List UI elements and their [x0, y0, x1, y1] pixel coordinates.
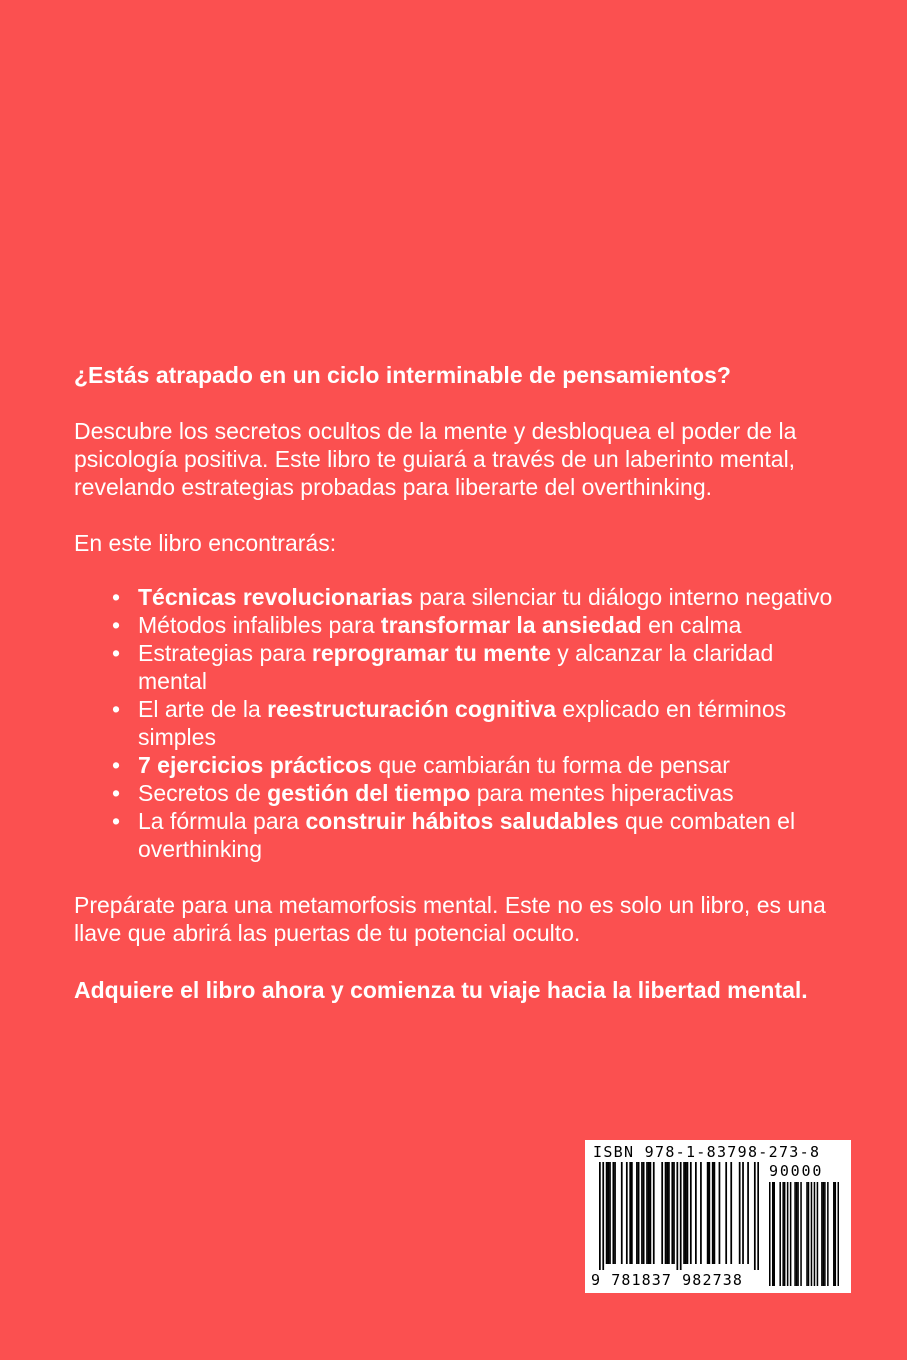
- price-code: 90000: [769, 1162, 824, 1180]
- barcode-bar: [614, 1162, 616, 1264]
- barcode-bar: [636, 1162, 638, 1264]
- feature-list: [74, 583, 844, 863]
- addon-bar: [790, 1182, 792, 1286]
- isbn-barcode: [585, 1140, 851, 1293]
- barcode-bar: [708, 1162, 710, 1264]
- bullet-icon: •: [112, 612, 121, 638]
- barcode-bar: [646, 1162, 648, 1264]
- addon-bar: [787, 1182, 789, 1286]
- barcode-bar: [742, 1162, 744, 1264]
- addon-bar: [796, 1182, 798, 1286]
- barcode-bar: [626, 1162, 628, 1264]
- barcode-bar: [648, 1162, 650, 1264]
- isbn-label: ISBN 978-1-83798-273-8: [593, 1143, 821, 1161]
- barcode-bar: [712, 1162, 714, 1264]
- barcode-bar: [665, 1162, 667, 1264]
- addon-bar: [811, 1182, 813, 1286]
- addon-barcode-bars-icon: [769, 1182, 839, 1286]
- addon-bar: [833, 1182, 835, 1286]
- barcode-bar: [754, 1162, 756, 1270]
- barcode-bar: [687, 1162, 689, 1264]
- barcode-bar: [629, 1162, 631, 1264]
- barcode-bar: [680, 1162, 682, 1270]
- list-item: • Métodos infalibles para transformar la ansiedad en calma: [112, 612, 742, 638]
- barcode-bar: [714, 1162, 716, 1264]
- barcode-bar: [638, 1162, 640, 1264]
- bullet-icon: •: [112, 696, 121, 722]
- barcode-bar: [719, 1162, 721, 1264]
- barcode-bar: [700, 1162, 702, 1264]
- barcode-bar: [707, 1162, 709, 1264]
- addon-bar: [838, 1182, 839, 1286]
- barcode-bar: [690, 1162, 692, 1264]
- addon-bar: [824, 1182, 826, 1286]
- list-item: • Secretos de gestión del tiempo para mentes hiperactivas: [112, 780, 734, 806]
- list-item: • La fórmula para construir hábitos saludables que combaten el overthinking: [112, 808, 796, 862]
- list-item: • El arte de la reestructuración cognitiva explicado en términos simples: [112, 696, 787, 750]
- barcode-bar: [606, 1162, 608, 1264]
- barcode-bar: [739, 1162, 741, 1264]
- addon-bar: [814, 1182, 816, 1286]
- addon-bar: [772, 1182, 774, 1286]
- barcode-bar: [661, 1162, 663, 1264]
- barcode-bar: [653, 1162, 655, 1264]
- bullet-icon: •: [112, 640, 121, 666]
- addon-bar: [800, 1182, 802, 1286]
- intro-paragraph: Descubre los secretos ocultos de la mente y desbloquea el poder de la psicología positiva. Este libro te guiará a través de un laberinto mental, revelando estrategias probadas para liberarte del overthinking.: [74, 418, 797, 500]
- barcode-bar: [602, 1162, 604, 1270]
- barcode-bar: [685, 1162, 687, 1264]
- bullet-icon: •: [112, 780, 121, 806]
- list-intro: En este libro encontrarás:: [74, 530, 337, 556]
- addon-bar: [779, 1182, 781, 1286]
- list-item: • Estrategias para reprogramar tu mente y alcanzar la claridad mental: [112, 640, 774, 694]
- barcode-bar: [599, 1162, 601, 1270]
- barcode-bar: [683, 1162, 685, 1264]
- bullet-icon: •: [112, 808, 121, 834]
- barcode-bar: [612, 1162, 614, 1264]
- barcode-bars-icon: [599, 1162, 759, 1270]
- barcode-bar: [695, 1162, 697, 1264]
- barcode-bar: [650, 1162, 652, 1264]
- addon-bar: [794, 1182, 796, 1286]
- addon-bar: [806, 1182, 808, 1286]
- call-to-action: Adquiere el libro ahora y comienza tu viaje hacia la libertad mental.: [74, 977, 808, 1003]
- addon-bar: [782, 1182, 784, 1286]
- list-item: • Técnicas revolucionarias para silenciar tu diálogo interno negativo: [112, 584, 833, 610]
- barcode-bar: [609, 1162, 611, 1264]
- blurb: [74, 360, 844, 1005]
- addon-bar: [821, 1182, 823, 1286]
- barcode-bar: [666, 1162, 668, 1264]
- barcode-bar: [668, 1162, 670, 1264]
- headline: ¿Estás atrapado en un ciclo interminable de pensamientos?: [74, 362, 731, 388]
- addon-bar: [823, 1182, 825, 1286]
- addon-bar: [835, 1182, 837, 1286]
- addon-bar: [773, 1182, 775, 1286]
- barcode-bar: [607, 1162, 609, 1264]
- bullet-icon: •: [112, 584, 121, 610]
- addon-bar: [817, 1182, 819, 1286]
- barcode-bar: [747, 1162, 749, 1264]
- addon-bar: [784, 1182, 786, 1286]
- closing-paragraph: Prepárate para una metamorfosis mental. Este no es solo un libro, es una llave que abrirá las puertas de tu potencial oculto.: [74, 892, 826, 946]
- barcode-bar: [671, 1162, 673, 1264]
- barcode-bar: [725, 1162, 727, 1264]
- barcode-bar: [641, 1162, 643, 1264]
- ean-digits: 9 781837 982738: [591, 1271, 743, 1289]
- barcode-bar: [621, 1162, 623, 1264]
- addon-bar: [769, 1182, 771, 1286]
- bullet-icon: •: [112, 752, 121, 778]
- list-item: • 7 ejercicios prácticos que cambiarán tu forma de pensar: [112, 752, 730, 778]
- barcode-bar: [673, 1162, 675, 1264]
- addon-bar: [797, 1182, 799, 1286]
- barcode-bar: [730, 1162, 732, 1264]
- addon-bar: [808, 1182, 810, 1286]
- barcode-bar: [757, 1162, 759, 1270]
- barcode-bar: [631, 1162, 633, 1264]
- barcode-bar: [643, 1162, 645, 1264]
- addon-bar: [827, 1182, 829, 1286]
- barcode-bar: [676, 1162, 678, 1270]
